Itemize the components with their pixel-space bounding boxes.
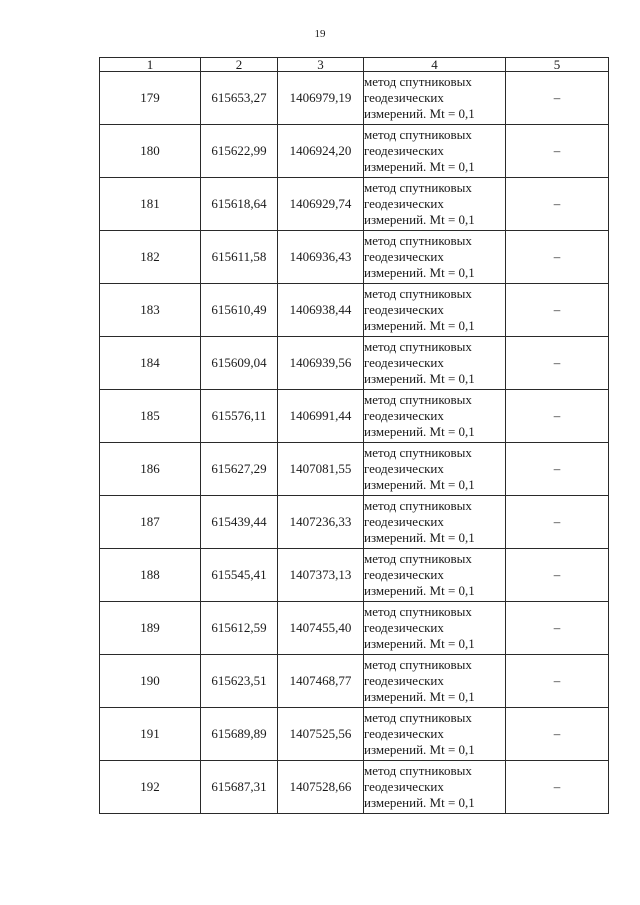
table-row [100, 655, 609, 708]
header-row [100, 58, 609, 72]
y-coordinate-cell: 1407373,13 [278, 549, 364, 602]
table-body [100, 72, 609, 814]
column-5-cell: – [506, 72, 609, 125]
method-line: геодезических [364, 408, 444, 423]
table-row [100, 125, 609, 178]
x-coordinate-cell: 615610,49 [201, 284, 278, 337]
table-row [100, 496, 609, 549]
column-5-cell: – [506, 549, 609, 602]
method-line: геодезических [364, 196, 444, 211]
column-5-cell: – [506, 390, 609, 443]
table-row [100, 284, 609, 337]
x-coordinate-cell: 615609,04 [201, 337, 278, 390]
point-number-cell: 190 [100, 655, 201, 708]
point-number-cell: 184 [100, 337, 201, 390]
column-5-cell: – [506, 496, 609, 549]
point-number-cell: 192 [100, 761, 201, 814]
header-col-3: 3 [278, 58, 364, 72]
x-coordinate-cell: 615627,29 [201, 443, 278, 496]
y-coordinate-cell: 1406991,44 [278, 390, 364, 443]
point-number-cell: 191 [100, 708, 201, 761]
method-cell [364, 284, 506, 337]
method-cell [364, 708, 506, 761]
method-line: метод спутниковых [364, 74, 472, 89]
method-line: измерений. Mt = 0,1 [364, 212, 475, 227]
table-row [100, 443, 609, 496]
table-row [100, 708, 609, 761]
method-line: метод спутниковых [364, 180, 472, 195]
x-coordinate-cell: 615623,51 [201, 655, 278, 708]
x-coordinate-cell: 615689,89 [201, 708, 278, 761]
method-cell [364, 337, 506, 390]
table-row [100, 72, 609, 125]
method-cell [364, 443, 506, 496]
y-coordinate-cell: 1407468,77 [278, 655, 364, 708]
point-number-cell: 187 [100, 496, 201, 549]
method-line: геодезических [364, 355, 444, 370]
x-coordinate-cell: 615622,99 [201, 125, 278, 178]
method-line: измерений. Mt = 0,1 [364, 477, 475, 492]
method-line: геодезических [364, 673, 444, 688]
method-line: метод спутниковых [364, 127, 472, 142]
method-line: метод спутниковых [364, 604, 472, 619]
page-number: 19 [314, 28, 326, 40]
column-5-cell: – [506, 708, 609, 761]
column-5-cell: – [506, 602, 609, 655]
point-number-cell: 182 [100, 231, 201, 284]
y-coordinate-cell: 1406924,20 [278, 125, 364, 178]
table-row [100, 549, 609, 602]
method-line: измерений. Mt = 0,1 [364, 159, 475, 174]
column-5-cell: – [506, 761, 609, 814]
x-coordinate-cell: 615576,11 [201, 390, 278, 443]
method-line: метод спутниковых [364, 710, 472, 725]
method-line: метод спутниковых [364, 551, 472, 566]
method-line: метод спутниковых [364, 445, 472, 460]
method-line: метод спутниковых [364, 763, 472, 778]
method-line: измерений. Mt = 0,1 [364, 742, 475, 757]
y-coordinate-cell: 1407236,33 [278, 496, 364, 549]
table-row [100, 761, 609, 814]
point-number-cell: 185 [100, 390, 201, 443]
table-row [100, 231, 609, 284]
method-line: геодезических [364, 302, 444, 317]
table-row [100, 602, 609, 655]
method-cell [364, 549, 506, 602]
x-coordinate-cell: 615545,41 [201, 549, 278, 602]
method-line: измерений. Mt = 0,1 [364, 106, 475, 121]
point-number-cell: 180 [100, 125, 201, 178]
point-number-cell: 186 [100, 443, 201, 496]
method-cell [364, 761, 506, 814]
method-line: измерений. Mt = 0,1 [364, 318, 475, 333]
y-coordinate-cell: 1407528,66 [278, 761, 364, 814]
point-number-cell: 181 [100, 178, 201, 231]
method-cell [364, 231, 506, 284]
point-number-cell: 189 [100, 602, 201, 655]
y-coordinate-cell: 1407081,55 [278, 443, 364, 496]
column-5-cell: – [506, 655, 609, 708]
point-number-cell: 183 [100, 284, 201, 337]
method-line: измерений. Mt = 0,1 [364, 424, 475, 439]
column-5-cell: – [506, 178, 609, 231]
method-line: измерений. Mt = 0,1 [364, 689, 475, 704]
method-line: геодезических [364, 620, 444, 635]
table-row [100, 390, 609, 443]
method-line: геодезических [364, 567, 444, 582]
column-5-cell: – [506, 443, 609, 496]
column-5-cell: – [506, 337, 609, 390]
y-coordinate-cell: 1407525,56 [278, 708, 364, 761]
method-cell [364, 655, 506, 708]
point-number-cell: 188 [100, 549, 201, 602]
method-line: геодезических [364, 779, 444, 794]
method-line: измерений. Mt = 0,1 [364, 636, 475, 651]
method-line: метод спутниковых [364, 498, 472, 513]
method-line: измерений. Mt = 0,1 [364, 795, 475, 810]
table-row [100, 337, 609, 390]
point-number-cell: 179 [100, 72, 201, 125]
method-line: метод спутниковых [364, 233, 472, 248]
x-coordinate-cell: 615618,64 [201, 178, 278, 231]
method-line: геодезических [364, 249, 444, 264]
method-line: геодезических [364, 143, 444, 158]
x-coordinate-cell: 615612,59 [201, 602, 278, 655]
method-cell [364, 496, 506, 549]
method-cell [364, 602, 506, 655]
method-line: измерений. Mt = 0,1 [364, 265, 475, 280]
method-cell [364, 125, 506, 178]
method-cell [364, 390, 506, 443]
y-coordinate-cell: 1406938,44 [278, 284, 364, 337]
method-line: измерений. Mt = 0,1 [364, 583, 475, 598]
y-coordinate-cell: 1407455,40 [278, 602, 364, 655]
method-line: метод спутниковых [364, 392, 472, 407]
method-line: метод спутниковых [364, 657, 472, 672]
method-line: метод спутниковых [364, 339, 472, 354]
method-line: геодезических [364, 514, 444, 529]
x-coordinate-cell: 615687,31 [201, 761, 278, 814]
header-col-5: 5 [506, 58, 609, 72]
y-coordinate-cell: 1406939,56 [278, 337, 364, 390]
method-line: геодезических [364, 461, 444, 476]
coordinates-table [99, 57, 609, 814]
header-col-4: 4 [364, 58, 506, 72]
method-line: метод спутниковых [364, 286, 472, 301]
x-coordinate-cell: 615653,27 [201, 72, 278, 125]
y-coordinate-cell: 1406979,19 [278, 72, 364, 125]
column-5-cell: – [506, 231, 609, 284]
method-line: геодезических [364, 90, 444, 105]
table-header [100, 58, 609, 72]
column-5-cell: – [506, 284, 609, 337]
table-row [100, 178, 609, 231]
header-col-1: 1 [100, 58, 201, 72]
x-coordinate-cell: 615611,58 [201, 231, 278, 284]
y-coordinate-cell: 1406929,74 [278, 178, 364, 231]
x-coordinate-cell: 615439,44 [201, 496, 278, 549]
y-coordinate-cell: 1406936,43 [278, 231, 364, 284]
method-cell [364, 72, 506, 125]
header-col-2: 2 [201, 58, 278, 72]
method-line: измерений. Mt = 0,1 [364, 371, 475, 386]
method-line: измерений. Mt = 0,1 [364, 530, 475, 545]
column-5-cell: – [506, 125, 609, 178]
method-line: геодезических [364, 726, 444, 741]
method-cell [364, 178, 506, 231]
